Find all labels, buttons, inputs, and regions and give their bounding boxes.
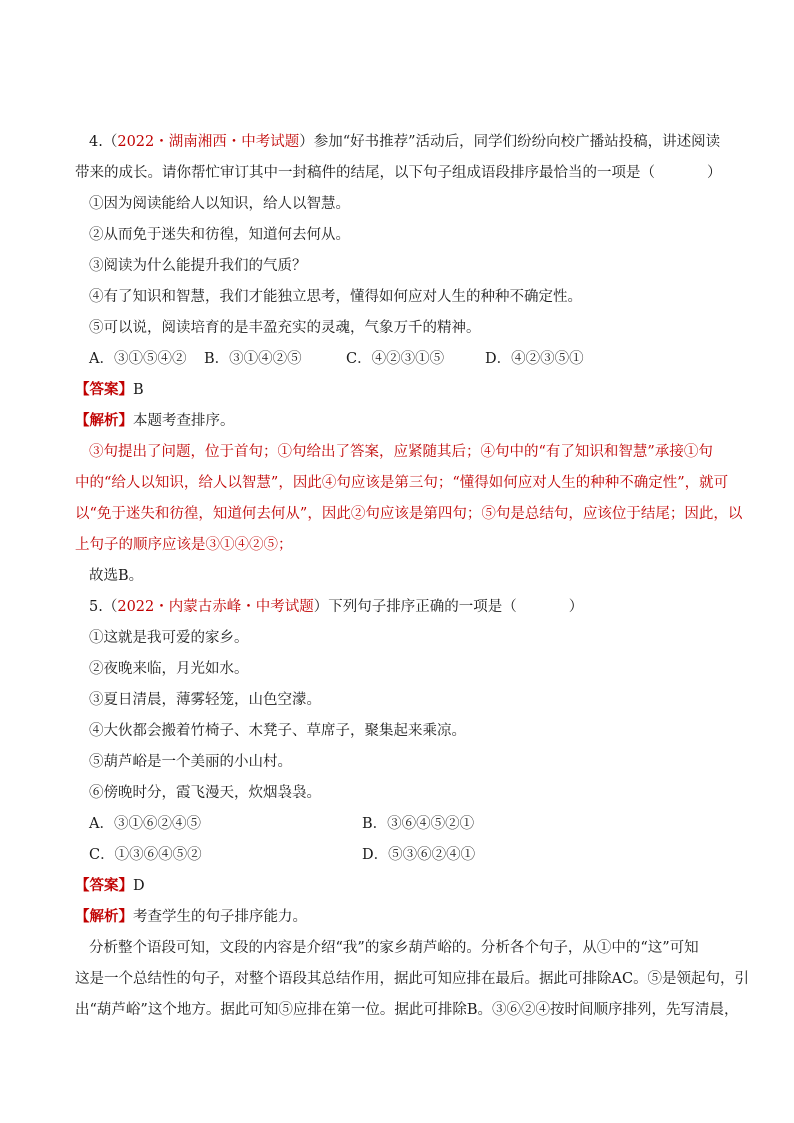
q4-analysis-heading <box>75 411 235 431</box>
q4-option-c: C．④②③①⑤ <box>346 351 445 367</box>
q4-stem-line-2: 带来的成长。请你帮忙审订其中一封稿件的结尾，以下句子组成语段排序最恰当的一项是（ ） <box>75 165 722 181</box>
q5-stem-text: 下列句子排序正确的一项是（ <box>328 599 517 615</box>
q4-analysis-line-3: 以“免于迷失和彷徨，知道何去何从”，因此②句应该是第四句；⑤句是总结句，应该位于结尾；因此，以 <box>75 506 743 522</box>
q5-option-d: D．⑤③⑥②④① <box>362 847 476 863</box>
q4-item-2: ②从而免于迷失和彷徨，知道何去何从。 <box>89 227 350 243</box>
q4-analysis-label: 【解析】 <box>75 412 133 429</box>
q5-item-1: ①这就是我可爱的家乡。 <box>89 630 249 646</box>
q5-analysis-intro: 考查学生的句子排序能力。 <box>133 909 307 925</box>
q5-option-b: B．③⑥④⑤②① <box>362 816 475 832</box>
q4-analysis-line-2: 中的“给人以知识，给人以智慧”，因此④句应该是第三句；“懂得如何应对人生的种种不确定性”，就可 <box>75 475 729 491</box>
q4-analysis-intro: 本题考查排序。 <box>133 413 235 429</box>
q4-option-b: B．③①④②⑤ <box>204 351 302 367</box>
q4-number: 4. <box>89 134 103 150</box>
q4-item-3: ③阅读为什么能提升我们的气质？ <box>89 258 307 274</box>
q5-item-3: ③夏日清晨，薄雾轻笼，山色空濛。 <box>89 692 321 708</box>
q4-conclusion: 故选B。 <box>89 568 144 584</box>
q4-analysis-line-4: 上句子的顺序应该是③①④②⑤； <box>75 537 293 553</box>
q5-analysis-line-2: 这是一个总结性的句子，对整个语段其总结作用，据此可知应排在最后。据此可排除AC。⑤是领起句，引 <box>75 971 750 987</box>
q5-item-4: ④大伙都会搬着竹椅子、木凳子、草席子，聚集起来乘凉。 <box>89 723 466 739</box>
q4-answer-label: 【答案】 <box>75 381 133 398</box>
q4-option-d: D．④②③⑤① <box>485 351 584 367</box>
q5-item-6: ⑥傍晚时分，霞飞漫天，炊烟袅袅。 <box>89 785 321 801</box>
q4-answer-value: B <box>133 382 144 398</box>
q5-stem-line: 5.（2022・内蒙古赤峰・中考试题）下列句子排序正确的一项是（ ） <box>89 599 584 615</box>
q4-item-5: ⑤可以说，阅读培育的是丰盈充实的灵魂，气象万千的精神。 <box>89 320 481 336</box>
q5-option-c: C．①③⑥④⑤② <box>89 847 202 863</box>
q5-answer <box>75 876 145 896</box>
q4-item-4: ④有了知识和智慧，我们才能独立思考，懂得如何应对人生的种种不确定性。 <box>89 289 582 305</box>
q4-stem-text-2: 带来的成长。请你帮忙审订其中一封稿件的结尾，以下句子组成语段排序最恰当的一项是（ <box>75 165 655 181</box>
q5-analysis-line-1: 分析整个语段可知，文段的内容是介绍“我”的家乡葫芦峪的。分析各个句子，从①中的“这”可知 <box>89 940 699 956</box>
q5-item-5: ⑤葫芦峪是一个美丽的小山村。 <box>89 754 292 770</box>
q4-source: 2022・湖南湘西・中考试题 <box>117 134 300 150</box>
q4-item-1: ①因为阅读能给人以知识，给人以智慧。 <box>89 196 350 212</box>
q5-analysis-heading <box>75 907 307 927</box>
q5-item-2: ②夜晚来临，月光如水。 <box>89 661 249 677</box>
q4-analysis-line-1: ③句提出了问题，位于首句；①句给出了答案，应紧随其后；④句中的“有了知识和智慧”承接①句 <box>89 444 713 460</box>
q5-number: 5. <box>89 599 103 615</box>
q4-stem-line-1: 4.（2022・湖南湘西・中考试题）参加“好书推荐”活动后，同学们纷纷向校广播站投稿，讲述阅读 <box>89 134 721 150</box>
q4-answer <box>75 380 144 400</box>
q5-source: 2022・内蒙古赤峰・中考试题 <box>117 599 314 615</box>
q5-answer-value: D <box>133 878 145 894</box>
q5-analysis-label: 【解析】 <box>75 908 133 925</box>
q5-answer-label: 【答案】 <box>75 877 133 894</box>
q5-option-a: A．③①⑥②④⑤ <box>89 816 201 832</box>
q4-stem-text-1: 参加“好书推荐”活动后，同学们纷纷向校广播站投稿，讲述阅读 <box>313 134 721 150</box>
q4-option-a: A．③①⑤④② <box>89 351 187 367</box>
q5-analysis-line-3: 出“葫芦峪”这个地方。据此可知⑤应排在第一位。据此可排除B。③⑥②④按时间顺序排列，先写清晨， <box>75 1002 739 1018</box>
